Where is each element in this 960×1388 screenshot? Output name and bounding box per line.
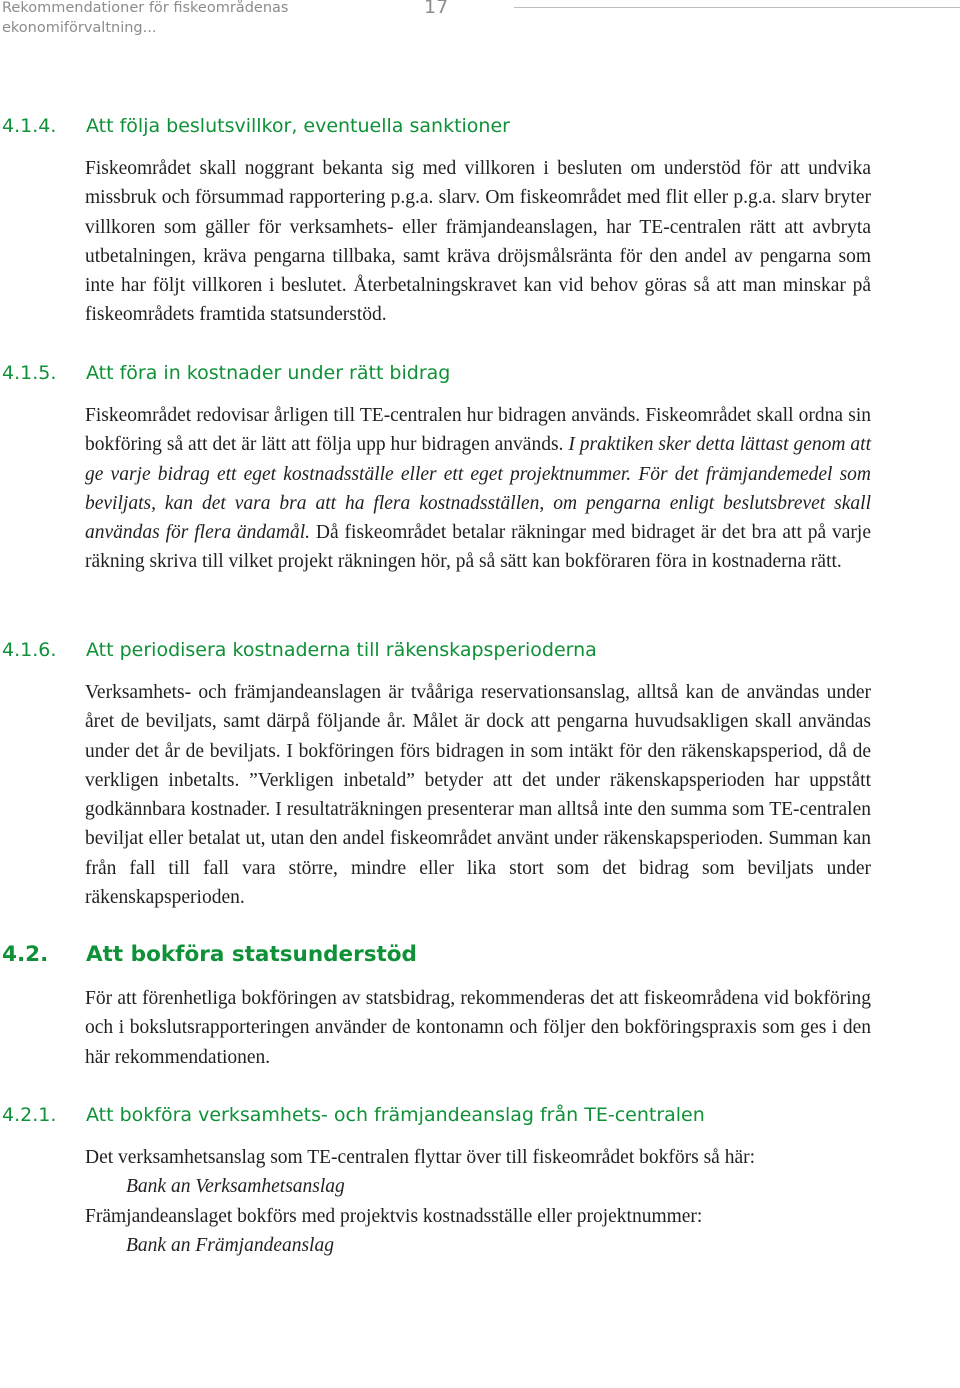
- paragraph-4-2: För att förenhetliga bokföringen av statsbidrag, rekommenderas det att fiskeområdena vid bokföring och i bokslutsrapporteringen använder de kontonamn och följer den bokföringspraxis som ges i den här rekommendationen.: [85, 988, 871, 1068]
- paragraph-text: Då fiskeområdet betalar räkningar med bidraget är det bra att på varje räkning skriva till vilket projekt räkningen hör, på så sätt kan bokföraren föra in kostnaderna rätt.: [85, 522, 871, 573]
- section-title: Att föra in kostnader under rätt bidrag: [86, 362, 451, 384]
- header-rule: [514, 7, 960, 8]
- paragraph-4-1-4: Fiskeområdet skall noggrant bekanta sig med villkoren i besluten om understöd för att undvika missbruk och försummad rapportering p.g.a. slarv. Om fiskeområdet med flit eller p.g.a. slarv bryter villkoren som gäller för verksamhets- eller främjandeanslagen, har TE-centralen rätt att avbryta utbetalningen, kräva pengarna tillbaka, samt kräva dröjsmålsränta för den andel av pengarna som inte har följt villkoren i beslutet. Återbetalningskravet kan vid behov göras så att man minskar på fiskeområdets framtida statsunderstöd.: [85, 158, 871, 326]
- paragraph-4-1-5: [85, 401, 871, 577]
- section-title: Att följa beslutsvillkor, eventuella sanktioner: [86, 115, 510, 137]
- paragraph-line-verksamhetsanslag: Det verksamhetsanslag som TE-centralen flyttar över till fiskeområdet bokförs så här:: [85, 1147, 756, 1168]
- section-title: Att bokföra verksamhets- och främjandeanslag från TE-centralen: [86, 1104, 705, 1126]
- running-header: [2, 0, 288, 38]
- booking-example-verksamhetsanslag: Bank an Verksamhetsanslag: [126, 1176, 345, 1197]
- section-number: 4.2.: [2, 942, 49, 967]
- section-number: 4.2.1.: [2, 1104, 57, 1126]
- page-number: 17: [424, 0, 449, 18]
- paragraph-italic-text: I praktiken sker detta lättast genom att ge varje bidrag ett eget kostnadsställe eller ett eget projektnummer. För det främjandemedel som beviljats, kan det vara bra att ha flera kostnadsställen, om pengarna enligt beslutsbrevet skall användas för flera ändamål.: [85, 434, 871, 544]
- section-title: Att bokföra statsunderstöd: [86, 942, 417, 967]
- paragraph-text: Fiskeområdet redovisar årligen till TE-centralen hur bidragen används. Fiskeområdet skall ordna sin bokföring så att det är lätt att följa upp hur bidragen används.: [85, 405, 871, 456]
- section-number: 4.1.5.: [2, 362, 57, 384]
- running-title-line1: Rekommendationer för fiskeområdenas: [2, 0, 289, 16]
- section-title: Att periodisera kostnaderna till räkenskapsperioderna: [86, 639, 597, 661]
- paragraph-4-1-6: Verksamhets- och främjandeanslagen är tvååriga reservationsanslag, alltså kan de användas under året de beviljats, samt därpå följande år. Målet är dock att pengarna huvudsakligen skall användas under det år de beviljats. I bokföringen förs bidragen in som intäkt för den räkenskapsperiod, då de verkligen inbetalts. ”Verkligen inbetald” betyder att det under räkenskapsperioden har uppstått godkännbara kostnader. I resultaträkningen presenterar man alltså inte den summa som TE-centralen beviljat eller betalat ut, utan den andel fiskeområdet använt under räkenskapsperioden. Summan kan från fall till fall vara större, mindre eller lika stort som det bidrag som beviljats under räkenskapsperioden.: [85, 682, 871, 909]
- paragraph-line-framjandeanslag: Främjandeanslaget bokförs med projektvis kostnadsställe eller projektnummer:: [85, 1206, 703, 1227]
- running-title-line2: ekonomiförvaltning...: [2, 20, 157, 36]
- booking-example-framjandeanslag: Bank an Främjandeanslag: [126, 1235, 334, 1256]
- section-number: 4.1.4.: [2, 115, 57, 137]
- section-number: 4.1.6.: [2, 639, 57, 661]
